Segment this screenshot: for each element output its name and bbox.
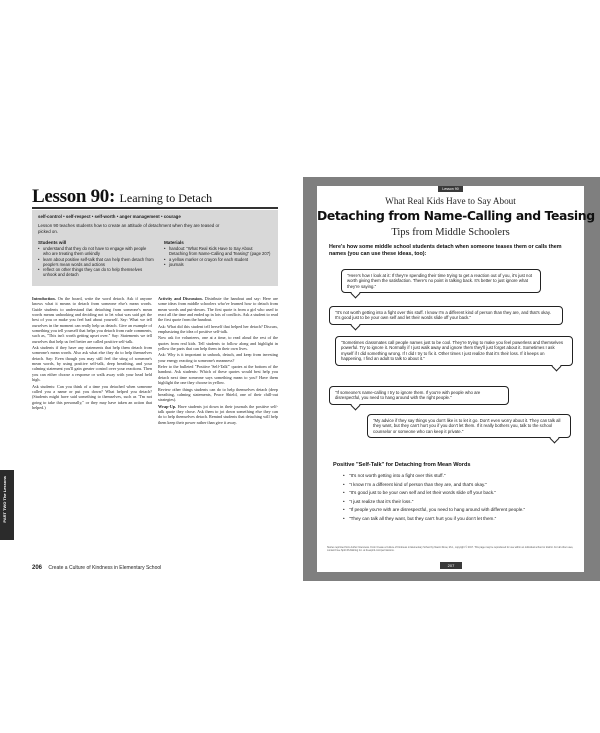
list-item: • a yellow marker or crayon for each student	[164, 257, 272, 262]
part-side-tab	[0, 470, 14, 540]
quote-bubble-2	[329, 306, 563, 325]
page-number: 207	[440, 562, 462, 569]
list-item: • "I just realize that it's their loss."	[343, 498, 573, 507]
quote-text: "If someone's name-calling I try to ignore them. If you're with people who are disrespectful, you need to hang around with the right people."	[335, 390, 481, 401]
quote-text: "Here's how I look at it: If they're spending their time trying to get a reaction out of you, it's just not worth giving them the satisfaction. There's no point in talking back. It's better to just ignore what they're saying."	[347, 273, 533, 289]
handout-subtitle: Tips from Middle Schoolers	[391, 227, 510, 238]
paragraph-text: Now ask for volunteers, one at a time, to read aloud the rest of the quotes from real kids. Tell students to follow along and highlight in yellow the parts that can help them in their own lives.	[158, 335, 278, 352]
paragraph	[158, 352, 278, 363]
list-item: • reflect on other things they can do to help themselves unhook and detach	[38, 267, 154, 277]
students-heading: Students will	[38, 240, 67, 246]
list-item: • journals	[164, 262, 272, 267]
paragraph	[158, 324, 278, 335]
body-column-2	[158, 296, 278, 426]
paragraph-text: On the board, write the word detach. Ask if anyone knows what it means to detach from someone else's mean words. Guide students to understand that detaching from someone's mean words means unhooking and deciding not to let what was said get the best of you or make you feel bad about yourself. Say: What we tell ourselves in the moment can really help us detach. Give an example of something you tell yourself that helps you detach from rude comments, such as, "This isn't worth getting upset over." Say: Statements we tell ourselves that help us feel better are called positive self-talk.	[32, 296, 153, 344]
paragraph-text: Ask: Why is it important to unhook, detach, and keep from investing your energy reacting to someone's meanness?	[158, 352, 278, 363]
quote-text: "It's not worth getting into a fight over this stuff. I know I'm a different kind of person than they are, and that's okay. It's good just to be your own self and let their words slide off your back."	[335, 310, 551, 321]
list-item: • "If people you're with are disrespectful, you need to hang around with different people."	[343, 506, 573, 515]
body-column-1	[32, 296, 152, 426]
paragraph	[158, 387, 278, 403]
footer-book-title: Create a Culture of Kindness in Elementary School	[48, 565, 162, 571]
paragraph-text: Distribute the handout and say: Here are some ideas from middle schoolers who've learned how to detach from mean words and put-downs. The first quote is from a girl who used to react all the time and ended up in lots of conflicts. Ask a student to read the first quote from the handout.	[158, 296, 279, 323]
paragraph-text: Refer to the bulleted "Positive 'Self-Talk'" quotes at the bottom of the handout. Ask students: Which of these quotes would best help you detach next time someone says something mean to you? Have them highlight the one they choose in yellow.	[158, 364, 278, 386]
paragraph	[32, 345, 152, 382]
lesson-summary-box	[32, 210, 278, 286]
paragraph-text: Ask: What did this student tell herself that helped her detach? Discuss, emphasizing the idea of positive self-talk.	[158, 323, 278, 335]
copyright-notice: Stories reprinted from Author Interviews. From Create a Culture of Kindness in Elementary School by Naomi Drew, M.A., copyright © 2017. This page may be reproduced for use within an individual school or district. For all other uses, contact Free Spirit Publishing Inc. at freespirit.com/permissions.	[327, 546, 574, 552]
paragraph-heading: Activity and Discussion.	[158, 296, 203, 301]
paragraph-text: Ask students if they have any statements that help them detach from someone's mean words. Also ask what else they do to help themselves detach. Say: Even though you may still feel the sting of someone's mean words, by using positive self-talk, deep breathing, and your calming statement you'll gain greater control over your reactions. Then you can either choose a response or walk away with your head held high.	[32, 345, 152, 383]
title-rule	[32, 207, 278, 209]
list-item: • learn about positive self-talk that can help them detach from people's mean words and actions	[38, 257, 154, 267]
materials-list	[164, 246, 272, 267]
paragraph	[32, 296, 152, 344]
left-footer	[32, 565, 161, 571]
paragraph	[158, 335, 278, 351]
lesson-tags: self-control • self-respect • self-worth • anger management • courage	[38, 214, 181, 219]
students-list	[38, 246, 154, 277]
quote-text: "My advice if they say things you don't like is to let it go. Don't even worry about it. They can talk all they want, but they can't hurt you if you don't let them. If it really bothers you, talk to the school counselor or someone who can keep it private."	[373, 418, 561, 434]
page-number: 206	[32, 565, 43, 571]
handout-title-main: Detaching from Name-Calling and Teasing	[317, 208, 595, 223]
materials-heading: Materials	[163, 240, 184, 246]
self-talk-list	[343, 472, 573, 524]
right-page	[300, 0, 600, 733]
list-item: • understand that they do not have to engage with people who are treating them unkindly	[38, 246, 154, 256]
paragraph	[158, 364, 278, 385]
summary-columns	[38, 240, 272, 277]
paragraph-text: Ask students: Can you think of a time you detached when someone called you a name or put you down? What helped you detach? (Students might have said something to themselves, such as "I'm not going to take this personally," or they may have taken an action that helped.)	[32, 383, 152, 410]
paragraph	[158, 404, 278, 425]
list-item: • "It's not worth getting into a fight over this stuff."	[343, 472, 573, 481]
quote-bubble-4	[329, 386, 509, 405]
self-talk-heading: Positive "Self-Talk" for Detaching from Mean Words	[333, 462, 471, 468]
paragraph-heading: Wrap-Up.	[158, 403, 177, 409]
paragraph-text: Have students jot down in their journals the positive self-talk quote they chose. Ask them to jot down something else they can do to help themselves detach. Remind students that detaching will help them keep their power rather than give it away.	[158, 403, 278, 425]
paragraph-text: Review other things students can do to help themselves detach (deep breathing, calming statements, Peace Shield, one of their chill-out strategies).	[158, 386, 278, 403]
paragraph	[158, 296, 278, 323]
quote-bubble-1	[341, 269, 541, 293]
lesson-body	[32, 296, 278, 426]
students-will-column	[38, 240, 154, 277]
quote-bubble-3	[335, 336, 573, 366]
lesson-number: Lesson 90:	[32, 186, 116, 207]
list-item: • handout: "What Real Kids Have to Say About Detaching from Name-Calling and Teasing" (page 207)	[164, 246, 272, 256]
quote-text: "Sometimes classmates call people names just to be cool. They're trying to make you feel powerless and themselves powerful. Try to ignore it. Normally if I just walk away and ignore them they'll just forget about it. Sometimes I ask myself if I did something wrong. If I did I try to fix it. Other times I just realize that it's their loss. If it keeps on happening, I find an adult to talk to about it."	[341, 340, 563, 362]
handout-sheet	[317, 186, 595, 572]
side-tab-label: PART TWO The Lessons	[2, 476, 7, 523]
paragraph-heading: Introduction.	[32, 296, 56, 301]
paragraph	[32, 384, 152, 411]
list-item: • "It's good just to be your own self and let their words slide off your back."	[343, 489, 573, 498]
lesson-subtitle: Learning to Detach	[119, 191, 213, 205]
lesson-badge: Lesson 90	[438, 186, 463, 192]
list-item: • "I know I'm a different kind of person than they are, and that's okay."	[343, 481, 573, 490]
lesson-title	[32, 186, 212, 208]
quote-bubble-5	[367, 414, 571, 438]
handout-title-top: What Real Kids Have to Say About	[385, 196, 516, 206]
lesson-intro: Lesson 90 teaches students how to create an attitude of detachment when they are teased or picked on.	[38, 223, 220, 234]
list-item: • "They can talk all they want, but they can't hurt you if you don't let them."	[343, 515, 573, 524]
handout-lead: Here's how some middle school students detach when someone teases them or calls them names (you can use these ideas, too):	[329, 244, 562, 257]
materials-column	[164, 240, 272, 277]
